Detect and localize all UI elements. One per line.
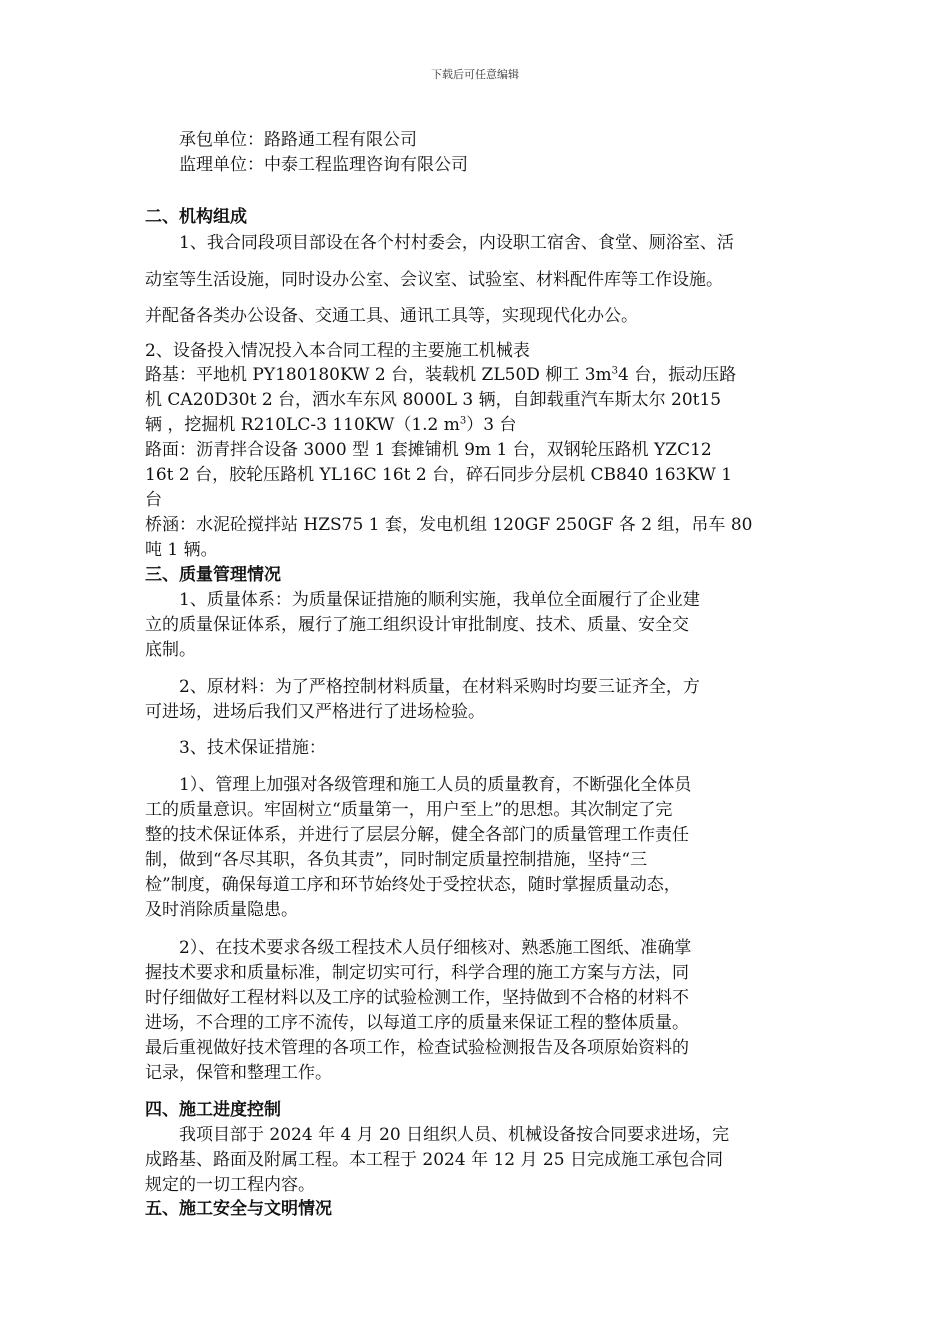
measure1-line: 及时消除质量隐患。	[145, 900, 298, 920]
roadbed-text: 4 台，振动压路	[618, 365, 737, 385]
schedule-line: 规定的一切工程内容。	[145, 1175, 315, 1195]
bridge-line: 吨 1 辆。	[145, 540, 218, 560]
roadbed-text: ）3 台	[466, 415, 517, 435]
measure1-line: 1）、管理上加强对各级管理和施工人员的质量教育，不断强化全体员	[179, 775, 692, 795]
quality-line: 立的质量保证体系，履行了施工组织设计审批制度、技术、质量、安全交	[145, 615, 689, 635]
pavement-line: 台	[145, 490, 162, 510]
section-heading-quality: 三、质量管理情况	[145, 565, 281, 585]
quality-line: 底制。	[145, 640, 196, 660]
org-paragraph-line: 动室等生活设施，同时设办公室、会议室、试验室、材料配件库等工作设施。	[145, 270, 723, 290]
org-paragraph-line: 1、我合同段项目部设在各个村村委会，内设职工宿舍、食堂、厕浴室、活	[179, 233, 734, 253]
measure2-line: 时仔细做好工程材料以及工序的试验检测工作，坚持做到不合格的材料不	[145, 988, 689, 1008]
equipment-title: 2、设备投入情况投入本合同工程的主要施工机械表	[145, 341, 530, 361]
superscript: 3	[459, 415, 467, 427]
measure1-line: 制，做到“各尽其职，各负其责”，同时制定质量控制措施，坚持“三	[145, 850, 648, 870]
org-paragraph-line: 并配备各类办公设备、交通工具、通讯工具等，实现现代化办公。	[145, 306, 638, 326]
material-line: 可进场，进场后我们又严格进行了进场检验。	[145, 702, 485, 722]
measure2-line: 2）、在技术要求各级工程技术人员仔细核对、熟悉施工图纸、准确掌	[179, 938, 692, 958]
material-line: 2、原材料：为了严格控制材料质量，在材料采购时均要三证齐全，方	[179, 677, 700, 697]
measure2-line: 记录，保管和整理工作。	[145, 1063, 332, 1083]
measure2-line: 进场，不合理的工序不流传，以每道工序的质量来保证工程的整体质量。	[145, 1013, 689, 1033]
pavement-line: 16t 2 台，胶轮压路机 YL16C 16t 2 台，碎石同步分层机 CB840 163KW 1	[145, 465, 733, 485]
section-heading-schedule: 四、施工进度控制	[145, 1100, 281, 1120]
measure1-line: 工的质量意识。牢固树立“质量第一，用户至上”的思想。其次制定了完	[145, 800, 673, 820]
supervisor-line: 监理单位：中泰工程监理咨询有限公司	[179, 155, 468, 175]
tech-measures-title: 3、技术保证措施：	[179, 738, 326, 758]
roadbed-line	[145, 360, 736, 385]
schedule-line: 我项目部于 2024 年 4 月 20 日组织人员、机械设备按合同要求进场，完	[179, 1125, 730, 1145]
roadbed-line: 机 CA20D30t 2 台，洒水车东风 8000L 3 辆，自卸载重汽车斯太尔 20t15	[145, 390, 722, 410]
section-heading-organization: 二、机构组成	[145, 207, 247, 227]
page-header-note: 下载后可任意编辑	[431, 68, 519, 81]
measure2-line: 最后重视做好技术管理的各项工作，检查试验检测报告及各项原始资料的	[145, 1038, 689, 1058]
roadbed-line	[145, 410, 517, 435]
quality-line: 1、质量体系：为质量保证措施的顺利实施，我单位全面履行了企业建	[179, 590, 700, 610]
superscript: 3	[611, 365, 619, 377]
measure2-line: 握技术要求和质量标准，制定切实可行，科学合理的施工方案与方法，同	[145, 963, 689, 983]
schedule-line: 成路基、路面及附属工程。本工程于 2024 年 12 月 25 日完成施工承包合同	[145, 1150, 723, 1170]
measure1-line: 检”制度，确保每道工序和环节始终处于受控状态，随时掌握质量动态，	[145, 875, 681, 895]
roadbed-text: 辆 ，挖掘机 R210LC-3 110KW（1.2 m	[145, 415, 460, 435]
bridge-line: 桥涵：水泥砼搅拌站 HZS75 1 套，发电机组 120GF 250GF 各 2 组，吊车 80	[145, 515, 753, 535]
roadbed-text: 路基：平地机 PY180180KW 2 台，装载机 ZL50D 柳工 3m	[145, 365, 612, 385]
measure1-line: 整的技术保证体系，并进行了层层分解，健全各部门的质量管理工作责任	[145, 825, 689, 845]
section-heading-safety: 五、施工安全与文明情况	[145, 1199, 332, 1219]
contractor-line: 承包单位：路路通工程有限公司	[179, 130, 417, 150]
pavement-line: 路面：沥青拌合设备 3000 型 1 套摊铺机 9m 1 台，双钢轮压路机 YZC12	[145, 440, 712, 460]
